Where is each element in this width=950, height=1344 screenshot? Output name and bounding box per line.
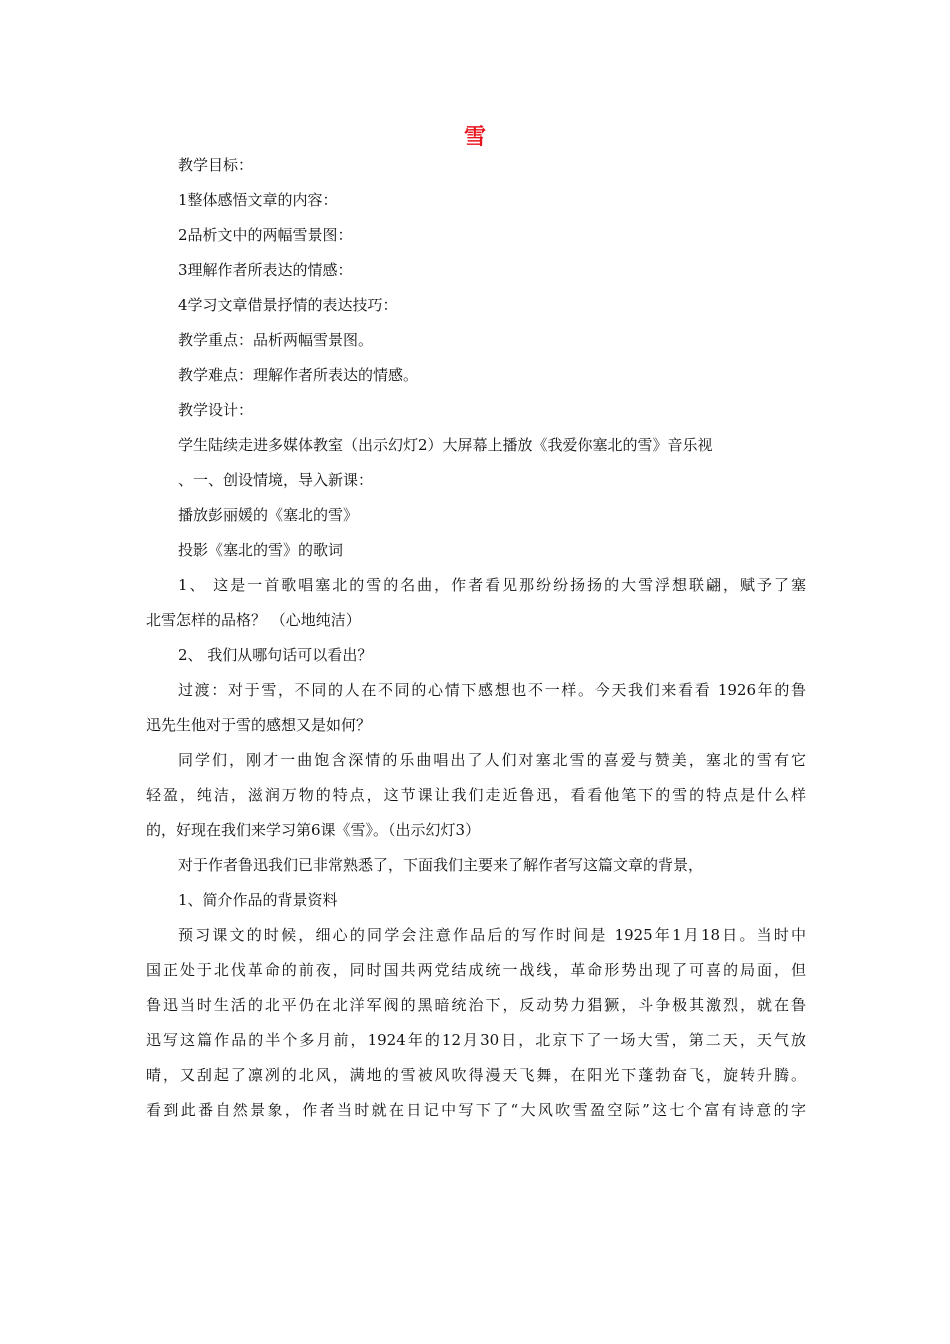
objective-item: 3理解作者所表达的情感：: [178, 261, 353, 279]
paragraph-line: 同学们，刚才一曲饱含深情的乐曲唱出了人们对塞北雪的喜爱与赞美，塞北的雪有它: [178, 751, 806, 769]
paragraph-line: 看到此番自然景象，作者当时就在日记中写下了“大风吹雪盈空际”这七个富有诗意的字: [146, 1101, 806, 1119]
difficulty-line: 教学难点：理解作者所表达的情感。: [178, 366, 419, 384]
document-body: [146, 148, 806, 1128]
paragraph-line: 学生陆续走进多媒体教室（出示幻灯2）大屏幕上播放《我爱你塞北的雪》音乐视: [178, 436, 713, 454]
paragraph-line: 的，好现在我们来学习第6课《雪》。（出示幻灯3）: [146, 821, 481, 839]
paragraph-line: 播放彭丽媛的《塞北的雪》: [178, 506, 359, 524]
paragraph-line: 晴，又刮起了凛冽的北风，满地的雪被风吹得漫天飞舞，在阳光下蓬勃奋飞，旋转升腾。: [146, 1066, 806, 1084]
objectives-heading: 教学目标：: [178, 156, 254, 174]
key-point-line: 教学重点：品析两幅雪景图。: [178, 331, 374, 349]
question-line: 2、 我们从哪句话可以看出？: [178, 646, 373, 664]
paragraph-line: 预习课文的时候，细心的同学会注意作品后的写作时间是 1925年1月18日。当时中: [178, 926, 806, 944]
question-line: 1、 这是一首歌唱塞北的雪的名曲，作者看见那纷纷扬扬的大雪浮想联翩，赋予了塞: [178, 576, 806, 594]
section-heading: 1、简介作品的背景资料: [178, 891, 338, 909]
transition-line: 迅先生他对于雪的感想又是如何？: [146, 716, 372, 734]
transition-line: 过渡：对于雪，不同的人在不同的心情下感想也不一样。今天我们来看看 1926年的鲁: [178, 681, 806, 699]
objective-item: 1整体感悟文章的内容：: [178, 191, 338, 209]
paragraph-line: 投影《塞北的雪》的歌词: [178, 541, 344, 559]
document-title: 雪: [463, 124, 486, 150]
paragraph-line: 对于作者鲁迅我们已非常熟悉了，下面我们主要来了解作者写这篇文章的背景，: [178, 856, 704, 874]
paragraph-line: 鲁迅当时生活的北平仍在北洋军阀的黑暗统治下，反动势力猖獗，斗争极其激烈，就在鲁: [146, 996, 806, 1014]
objective-item: 4学习文章借景抒情的表达技巧：: [178, 296, 398, 314]
paragraph-line: 迅写这篇作品的半个多月前，1924年的12月30日，北京下了一场大雪，第二天，天气放: [146, 1031, 806, 1049]
question-line: 北雪怎样的品格？ （心地纯洁）: [146, 611, 361, 629]
paragraph-line: 轻盈，纯洁，滋润万物的特点，这节课让我们走近鲁迅，看看他笔下的雪的特点是什么样: [146, 786, 806, 804]
objective-item: 2品析文中的两幅雪景图：: [178, 226, 353, 244]
paragraph-line: 国正处于北伐革命的前夜，同时国共两党结成统一战线，革命形势出现了可喜的局面，但: [146, 961, 806, 979]
section-heading: 、一、创设情境，导入新课：: [178, 471, 374, 489]
design-heading: 教学设计：: [178, 401, 254, 419]
